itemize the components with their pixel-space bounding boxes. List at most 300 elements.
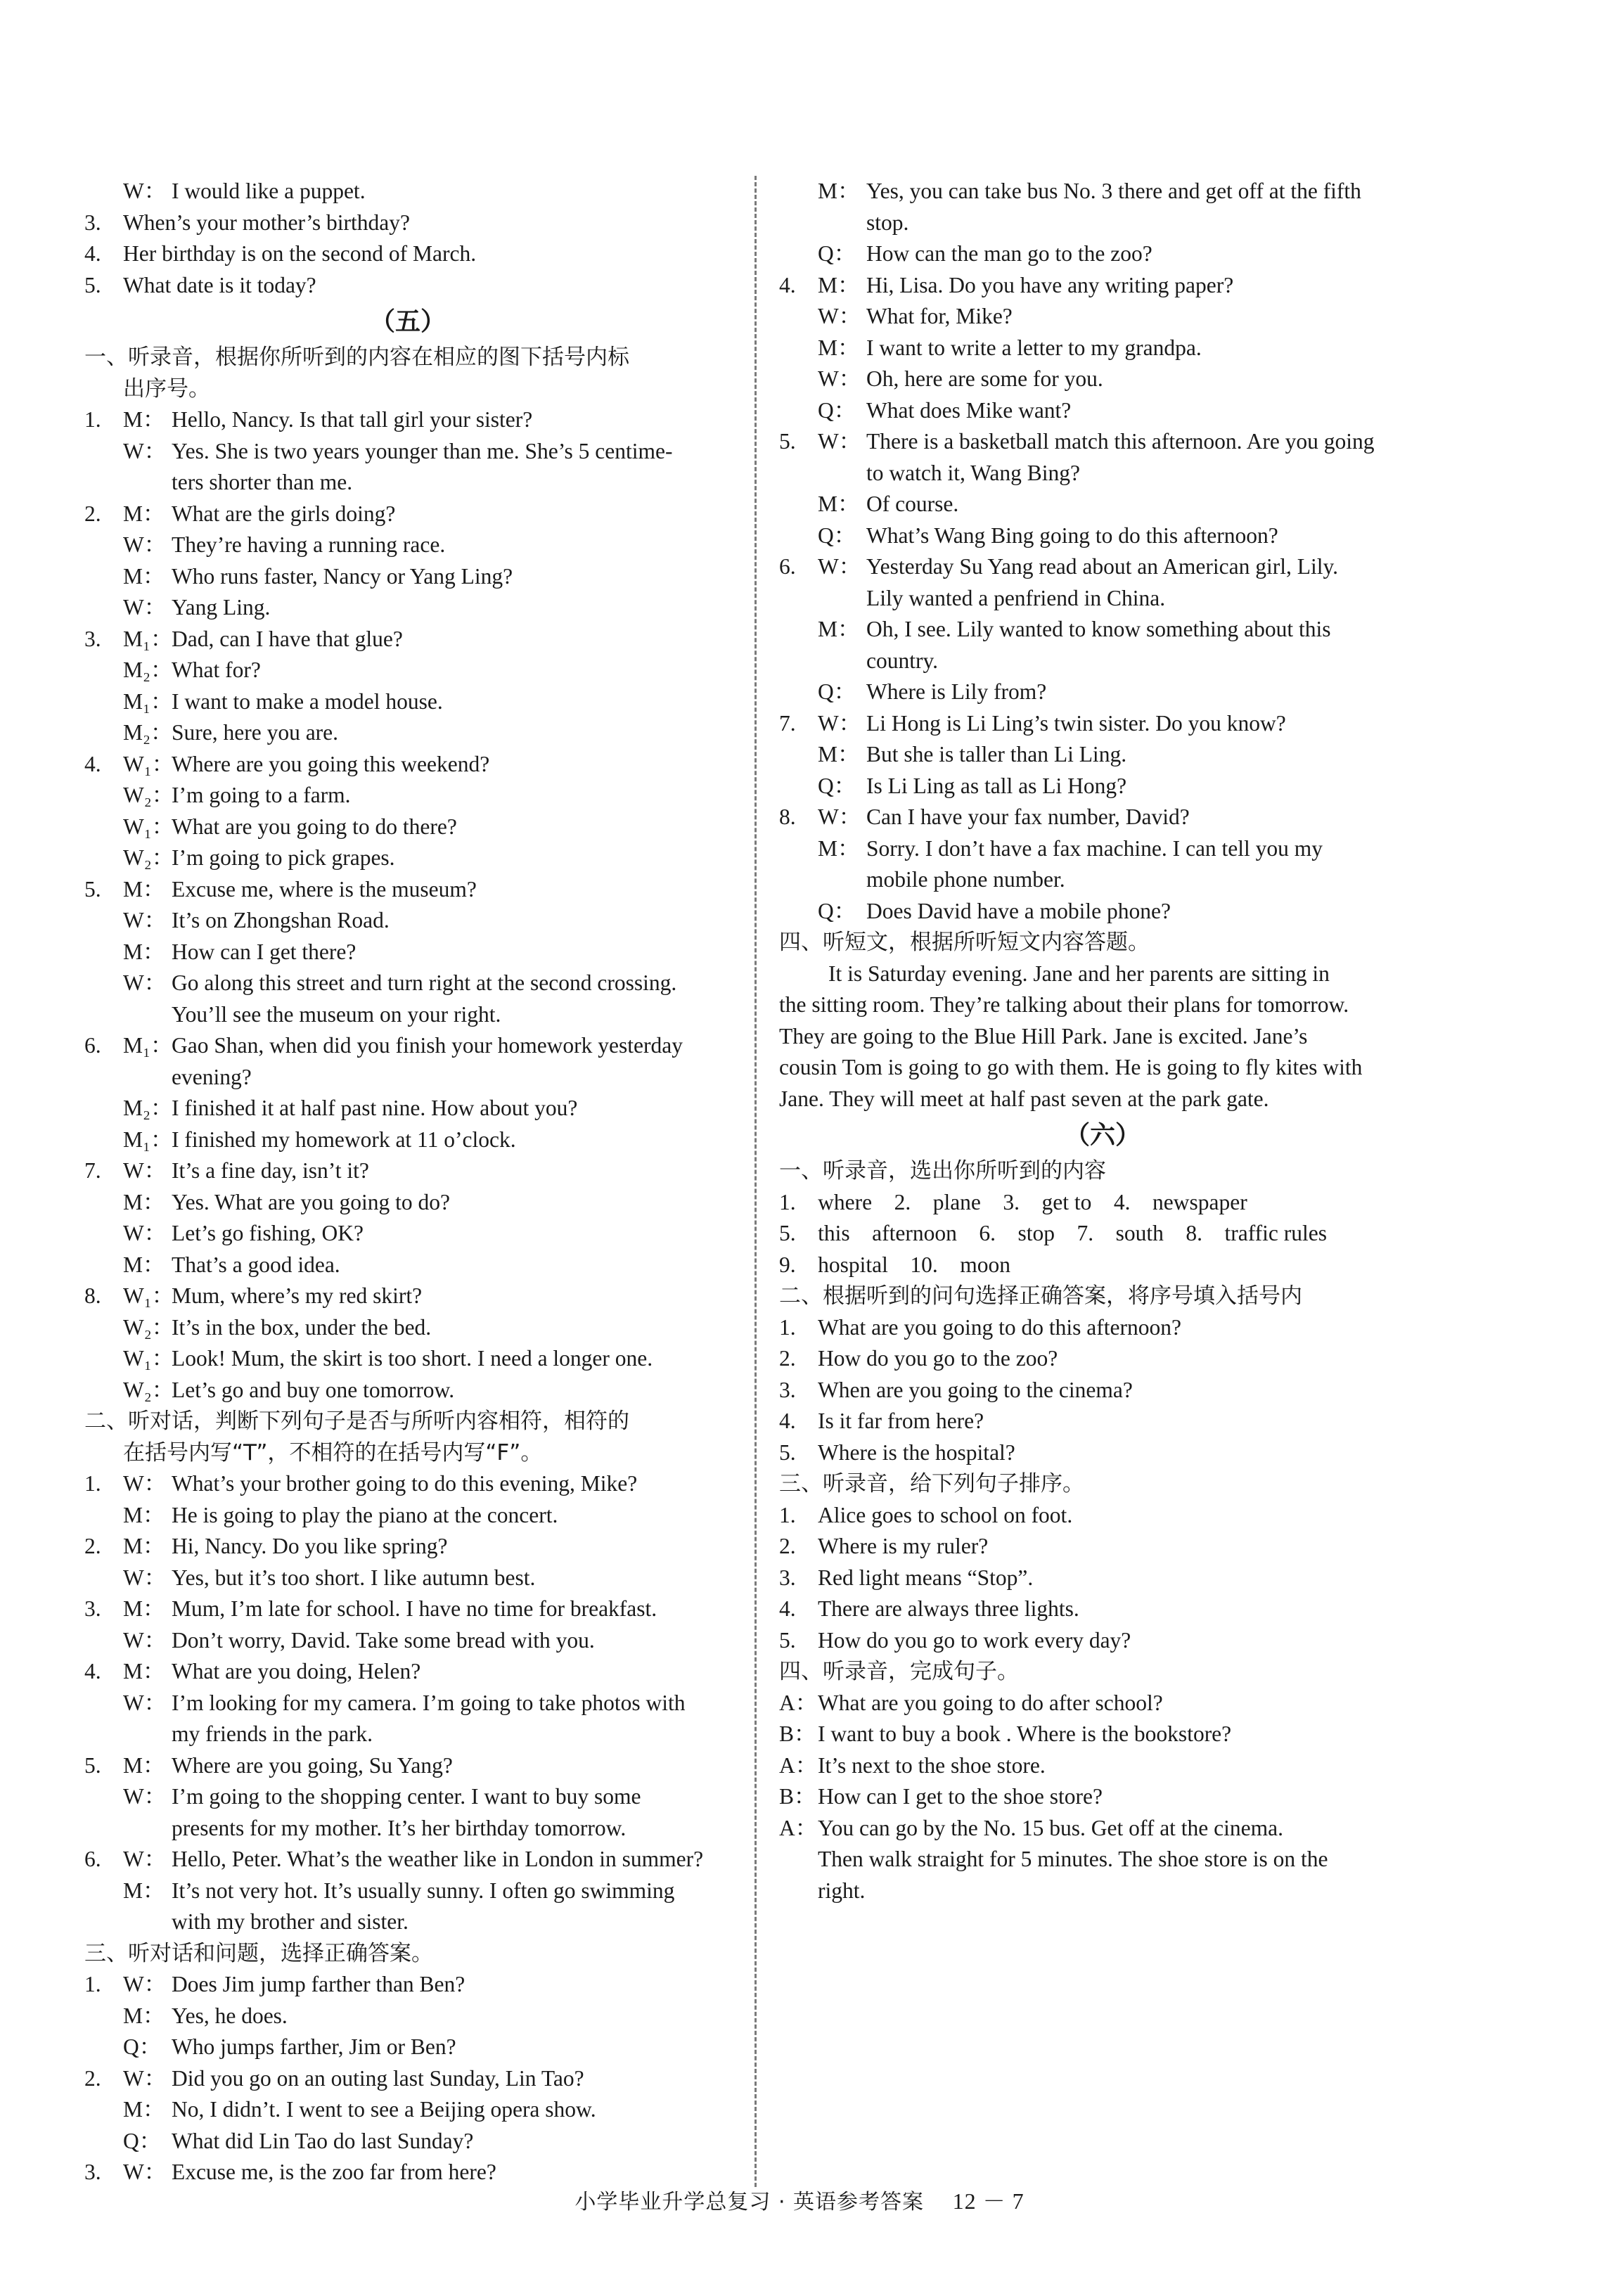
dialogue-line <box>123 1625 731 1657</box>
line-text: Does Jim jump farther than Ben? <box>172 1972 465 1996</box>
line-text: How can I get there? <box>172 939 357 964</box>
numbered-item <box>779 1343 1426 1375</box>
numbered-item <box>779 1437 1426 1469</box>
dialogue-line <box>123 812 731 843</box>
speaker-label: W₂： <box>123 783 174 807</box>
line-text: It’s a fine day, isn’t it? <box>172 1158 369 1183</box>
item-number: 4. <box>779 272 796 297</box>
line-text: I’m going to pick grapes. <box>172 845 395 870</box>
line-text: How do you go to the zoo? <box>818 1346 1058 1371</box>
dialogue-line-cont <box>172 999 731 1031</box>
line-text: Mum, I’m late for school. I have no time for breakfast. <box>172 1596 657 1621</box>
item-number: 3. <box>84 210 101 235</box>
instruction-heading <box>779 1155 1426 1187</box>
line-text: That’s a good idea. <box>172 1252 340 1277</box>
numbered-item <box>779 426 1426 458</box>
instruction-heading <box>84 342 731 373</box>
instruction-heading <box>779 927 1426 958</box>
line-text: Mum, where’s my red skirt? <box>172 1283 423 1308</box>
dialogue-line <box>123 2126 731 2157</box>
numbered-item <box>84 1468 731 1500</box>
line-text: Oh, I see. Lily wanted to know something about this <box>866 617 1331 641</box>
dialogue-line <box>818 676 1426 708</box>
item-number: 8. <box>84 1283 101 1308</box>
item-number: 2. <box>779 1534 796 1558</box>
line-text: When are you going to the cinema? <box>818 1377 1133 1402</box>
dialogue-line <box>123 592 731 624</box>
line-text: Hello, Nancy. Is that tall girl your sister? <box>172 407 533 432</box>
numbered-item <box>84 1155 731 1187</box>
speaker-label: W： <box>123 1471 167 1496</box>
line-text: 四、听短文，根据所听短文内容答题。 <box>779 930 1150 955</box>
speaker-label: M： <box>123 1596 165 1621</box>
numbered-item <box>84 1593 731 1625</box>
line-text: Look! Mum, the skirt is too short. I need a longer one. <box>172 1346 653 1371</box>
speaker-label: M： <box>123 2097 165 2122</box>
speaker-label: W： <box>123 1690 167 1715</box>
speaker-label: M₂： <box>123 658 173 682</box>
speaker-label: M： <box>123 1252 165 1277</box>
line-text: Does David have a mobile phone? <box>866 898 1171 923</box>
speaker-label: M： <box>123 876 165 902</box>
line-text: I finished it at half past nine. How about you? <box>172 1096 578 1120</box>
speaker-label: Q： <box>123 2128 162 2153</box>
line-text: Yes, he does. <box>172 2003 288 2028</box>
speaker-label: M： <box>818 179 860 203</box>
dialogue-line <box>123 176 731 207</box>
dialogue-line-cont <box>172 467 731 499</box>
line-text: 二、听对话，判断下列句子是否与所听内容相符，相符的 <box>84 1409 629 1434</box>
numbered-item <box>84 749 731 781</box>
item-number: 5. <box>779 1439 796 1465</box>
dialogue-line <box>818 238 1426 270</box>
dialogue-line <box>123 1218 731 1250</box>
line-text: Gao Shan, when did you finish your homework yesterday <box>172 1033 683 1058</box>
speaker-label: W： <box>123 1221 167 1245</box>
line-text: Yang Ling. <box>172 595 271 620</box>
line-text: I’m going to the shopping center. I want to buy some <box>172 1784 641 1809</box>
line-text: You’ll see the museum on your right. <box>172 1001 501 1027</box>
dialogue-line <box>818 395 1426 427</box>
line-text: They’re having a running race. <box>172 532 446 557</box>
line-text: What for, Mike? <box>866 304 1013 328</box>
numbered-item <box>84 1969 731 2001</box>
dialogue-line <box>123 842 731 874</box>
item-number: 3. <box>84 1596 101 1621</box>
numbered-item <box>779 1312 1426 1344</box>
numbered-item <box>84 1750 731 1782</box>
dialogue-line <box>779 1781 1426 1813</box>
line-text: right. <box>818 1878 866 1903</box>
line-text: Yes, you can take bus No. 3 there and get off at the fifth <box>866 179 1361 203</box>
dialogue-line <box>123 2001 731 2032</box>
speaker-label: M₁： <box>123 688 173 714</box>
speaker-label: W： <box>123 2160 167 2184</box>
dialogue-line <box>123 1250 731 1281</box>
line-text: Is it far from here? <box>818 1409 984 1433</box>
item-number: 1. <box>84 407 101 432</box>
line-text: Sorry. I don’t have a fax machine. I can tell you my <box>866 835 1323 861</box>
line-text: When’s your mother’s birthday? <box>123 210 410 235</box>
dialogue-line <box>818 489 1426 520</box>
dialogue-line-cont <box>866 646 1426 677</box>
paragraph-line <box>779 1084 1426 1115</box>
dialogue-line <box>123 2032 731 2063</box>
speaker-label: W： <box>123 1565 167 1590</box>
speaker-label: W： <box>818 554 861 579</box>
dialogue-line <box>123 530 731 561</box>
line-text: Hi, Nancy. Do you like spring? <box>172 1534 448 1558</box>
line-text: Dad, can I have that glue? <box>172 626 403 651</box>
dialogue-line <box>818 301 1426 333</box>
speaker-label: Q： <box>818 773 856 798</box>
instruction-heading-cont <box>123 373 731 405</box>
line-text: 5. this afternoon 6. stop 7. south 8. traffic rules <box>779 1221 1327 1245</box>
dialogue-line <box>818 333 1426 364</box>
speaker-label: W₁： <box>123 751 174 776</box>
dialogue-line <box>818 896 1426 928</box>
dialogue-line-cont <box>172 1719 731 1750</box>
numbered-item <box>84 624 731 655</box>
dialogue-line <box>123 1124 731 1156</box>
speaker-label: M₂： <box>123 720 173 745</box>
speaker-label: Q： <box>818 522 856 548</box>
numbered-item <box>779 1406 1426 1437</box>
dialogue-line <box>123 1187 731 1219</box>
line-text: Where is Lily from? <box>866 679 1047 704</box>
item-number: 3. <box>779 1565 796 1590</box>
speaker-label: M： <box>818 335 860 360</box>
speaker-label: B： <box>779 1721 816 1746</box>
speaker-label: M： <box>123 1502 165 1527</box>
speaker-label: M： <box>123 501 165 526</box>
paragraph-line <box>779 1250 1426 1281</box>
line-text: Go along this street and turn right at the second crossing. <box>172 970 677 995</box>
item-number: 5. <box>84 272 101 297</box>
numbered-item <box>84 404 731 436</box>
line-text: Excuse me, is the zoo far from here? <box>172 2160 496 2184</box>
line-text: It’s next to the shoe store. <box>818 1752 1046 1778</box>
speaker-label: W₂： <box>123 1314 174 1340</box>
line-text: How can the man go to the zoo? <box>866 241 1152 266</box>
line-text: Yes, but it’s too short. I like autumn best. <box>172 1565 536 1590</box>
speaker-label: W： <box>818 429 861 454</box>
speaker-label: M₁： <box>123 1127 173 1152</box>
dialogue-line <box>123 561 731 593</box>
dialogue-line-cont <box>818 1844 1426 1875</box>
dialogue-line <box>779 1688 1426 1719</box>
line-text: What are you going to do this afternoon? <box>818 1314 1181 1340</box>
item-number: 7. <box>84 1158 101 1183</box>
page-number: 12 － 7 <box>952 2188 1025 2214</box>
line-text: Jane. They will meet at half past seven at the park gate. <box>779 1086 1269 1111</box>
speaker-label: Q： <box>818 679 856 704</box>
line-text: stop. <box>866 210 909 235</box>
dialogue-line <box>123 1563 731 1594</box>
line-text: Where is my ruler? <box>818 1534 989 1558</box>
line-text: It’s on Zhongshan Road. <box>172 908 390 932</box>
line-text: What are you doing, Helen? <box>172 1659 421 1683</box>
dialogue-line <box>818 833 1426 865</box>
line-text: 出序号。 <box>123 376 210 402</box>
line-text: What date is it today? <box>123 272 316 297</box>
dialogue-line-cont <box>172 1813 731 1845</box>
numbered-item <box>779 802 1426 833</box>
dialogue-line <box>123 436 731 468</box>
footer-title: 小学毕业升学总复习 · 英语参考答案 <box>574 2190 925 2214</box>
speaker-label: M： <box>818 742 860 767</box>
line-text: Li Hong is Li Ling’s twin sister. Do you know? <box>866 710 1286 736</box>
dialogue-line <box>123 2094 731 2126</box>
speaker-label: W： <box>123 1784 167 1809</box>
item-number: 1. <box>779 1314 796 1340</box>
line-text: Where are you going, Su Yang? <box>172 1752 453 1778</box>
instruction-heading <box>779 1656 1426 1688</box>
speaker-label: W： <box>818 304 861 328</box>
line-text: Yes. What are you going to do? <box>172 1189 451 1214</box>
speaker-label: Q： <box>818 397 856 423</box>
line-text: Yes. She is two years younger than me. She’s 5 centime- <box>172 438 673 463</box>
speaker-label: M： <box>818 272 860 297</box>
line-text: 三、听对话和问题，选择正确答案。 <box>84 1940 433 1966</box>
numbered-item <box>84 874 731 906</box>
left-column <box>84 176 731 2188</box>
line-text: Sure, here you are. <box>172 720 339 745</box>
column-divider <box>754 176 757 2187</box>
dialogue-line <box>123 1343 731 1375</box>
line-text: Then walk straight for 5 minutes. The shoe store is on the <box>818 1847 1328 1871</box>
instruction-heading-cont <box>123 1437 731 1469</box>
line-text: It is Saturday evening. Jane and her parents are sitting in <box>828 961 1330 986</box>
line-text: cousin Tom is going to go with them. He is going to fly kites with <box>779 1055 1363 1079</box>
line-text: How do you go to work every day? <box>818 1627 1131 1653</box>
section-heading <box>84 301 731 342</box>
line-text: ters shorter than me. <box>172 470 353 494</box>
line-text: He is going to play the piano at the concert. <box>172 1502 558 1527</box>
speaker-label: M： <box>818 492 860 516</box>
line-text: Let’s go fishing, OK? <box>172 1221 364 1245</box>
speaker-label: M： <box>818 835 860 861</box>
line-text: Is Li Ling as tall as Li Hong? <box>866 773 1127 798</box>
line-text: my friends in the park. <box>172 1721 373 1746</box>
line-text: Of course. <box>866 492 959 516</box>
line-text: 一、听录音，选出你所听到的内容 <box>779 1158 1106 1184</box>
dialogue-line-cont <box>172 1906 731 1938</box>
line-text: to watch it, Wang Bing? <box>866 460 1080 485</box>
item-number: 6. <box>84 1847 101 1871</box>
line-text: Who runs faster, Nancy or Yang Ling? <box>172 563 513 589</box>
speaker-label: W： <box>818 366 861 391</box>
instruction-heading <box>84 1938 731 1970</box>
speaker-label: M： <box>123 1752 165 1778</box>
dialogue-line-cont <box>172 1062 731 1094</box>
dialogue-line <box>123 1312 731 1344</box>
dialogue-line <box>779 1719 1426 1750</box>
right-column <box>779 176 1426 1906</box>
line-text: 9. hospital 10. moon <box>779 1252 1010 1277</box>
dialogue-line-cont <box>866 458 1426 489</box>
line-text: Who jumps farther, Jim or Ben? <box>172 2034 456 2059</box>
section-heading <box>779 1115 1426 1155</box>
line-text: But she is taller than Li Ling. <box>866 742 1127 767</box>
speaker-label: A： <box>779 1815 818 1840</box>
item-number: 2. <box>779 1346 796 1371</box>
item-number: 1. <box>84 1972 101 1996</box>
dialogue-line <box>123 655 731 686</box>
line-text: I want to write a letter to my grandpa. <box>866 335 1202 360</box>
item-number: 5. <box>84 876 101 902</box>
speaker-label: Q： <box>818 241 856 266</box>
line-text: （五） <box>369 307 446 335</box>
dialogue-line-cont <box>866 583 1426 615</box>
dialogue-line <box>123 1781 731 1813</box>
speaker-label: W： <box>123 908 167 932</box>
line-text: No, I didn’t. I went to see a Beijing opera show. <box>172 2097 596 2122</box>
line-text: 1. where 2. plane 3. get to 4. newspaper <box>779 1189 1247 1214</box>
line-text: Alice goes to school on foot. <box>818 1502 1073 1527</box>
item-number: 3. <box>84 2160 101 2184</box>
line-text: with my brother and sister. <box>172 1909 409 1934</box>
numbered-item <box>84 1844 731 1875</box>
line-text: Where is the hospital? <box>818 1439 1015 1465</box>
dialogue-line <box>123 1093 731 1124</box>
line-text: Where are you going this weekend? <box>172 751 490 776</box>
page-footer <box>0 2183 1599 2216</box>
line-text: Don’t worry, David. Take some bread with you. <box>172 1627 595 1653</box>
speaker-label: W₁： <box>123 814 174 839</box>
speaker-label: M₂： <box>123 1096 173 1120</box>
paragraph-line <box>779 1218 1426 1250</box>
speaker-label: M： <box>123 939 165 964</box>
speaker-label: W： <box>818 804 861 829</box>
instruction-heading <box>779 1281 1426 1312</box>
item-number: 2. <box>84 501 101 526</box>
numbered-item <box>84 1030 731 1062</box>
dialogue-line <box>123 968 731 999</box>
speaker-label: Q： <box>818 898 856 923</box>
dialogue-line <box>818 614 1426 646</box>
speaker-label: M₁： <box>123 626 173 651</box>
line-text: evening? <box>172 1064 252 1089</box>
line-text: Her birthday is on the second of March. <box>123 241 477 266</box>
line-text: It’s in the box, under the bed. <box>172 1314 432 1340</box>
item-number: 4. <box>84 751 101 776</box>
line-text: I would like a puppet. <box>172 179 366 203</box>
numbered-item <box>84 1656 731 1688</box>
speaker-label: M： <box>123 2003 165 2028</box>
paragraph-line <box>779 958 1426 990</box>
speaker-label: W： <box>123 2065 167 2091</box>
dialogue-line <box>123 717 731 749</box>
dialogue-line <box>779 1813 1426 1845</box>
dialogue-line <box>818 771 1426 802</box>
line-text: Did you go on an outing last Sunday, Lin Tao? <box>172 2065 584 2091</box>
line-text: What does Mike want? <box>866 397 1072 423</box>
item-number: 5. <box>779 429 796 454</box>
numbered-item <box>84 1281 731 1312</box>
line-text: How can I get to the shoe store? <box>818 1784 1103 1809</box>
dialogue-line <box>779 1750 1426 1782</box>
speaker-label: W： <box>123 595 167 620</box>
numbered-item <box>779 1531 1426 1563</box>
item-number: 6. <box>84 1033 101 1058</box>
dialogue-line <box>123 905 731 937</box>
line-text: 二、根据听到的问句选择正确答案，将序号填入括号内 <box>779 1283 1302 1309</box>
numbered-item <box>84 2063 731 2095</box>
line-text: Hello, Peter. What’s the weather like in London in summer? <box>172 1847 704 1871</box>
instruction-heading <box>779 1468 1426 1500</box>
dialogue-line <box>123 1875 731 1907</box>
speaker-label: Q： <box>123 2034 162 2059</box>
line-text: They are going to the Blue Hill Park. Jane is excited. Jane’s <box>779 1023 1308 1048</box>
item-number: 5. <box>779 1627 796 1653</box>
numbered-item <box>84 1531 731 1563</box>
item-number: 1. <box>84 1471 101 1496</box>
item-number: 3. <box>779 1377 796 1402</box>
dialogue-line-cont <box>866 207 1426 239</box>
numbered-item <box>779 1625 1426 1657</box>
dialogue-line <box>818 364 1426 395</box>
speaker-label: M： <box>818 617 860 641</box>
line-text: mobile phone number. <box>866 867 1065 892</box>
speaker-label: W₁： <box>123 1283 174 1308</box>
line-text: There is a basketball match this afternoon. Are you going <box>866 429 1375 454</box>
line-text: the sitting room. They’re talking about their plans for tomorrow. <box>779 992 1349 1017</box>
speaker-label: M： <box>123 1659 165 1683</box>
line-text: Can I have your fax number, David? <box>866 804 1190 829</box>
numbered-item <box>779 1375 1426 1406</box>
item-number: 4. <box>779 1596 796 1621</box>
dialogue-line <box>818 520 1426 552</box>
line-text: What’s your brother going to do this evening, Mike? <box>172 1471 638 1496</box>
speaker-label: W₂： <box>123 1377 174 1402</box>
speaker-label: M： <box>123 1878 165 1903</box>
line-text: Excuse me, where is the museum? <box>172 876 477 902</box>
item-number: 4. <box>779 1409 796 1433</box>
item-number: 8. <box>779 804 796 829</box>
line-text: What are the girls doing? <box>172 501 396 526</box>
speaker-label: W： <box>123 1847 167 1871</box>
line-text: Oh, here are some for you. <box>866 366 1103 391</box>
numbered-item <box>779 708 1426 740</box>
line-text: Red light means “Stop”. <box>818 1565 1034 1590</box>
paragraph-line <box>779 1187 1426 1219</box>
item-number: 2. <box>84 2065 101 2091</box>
numbered-item <box>779 270 1426 302</box>
paragraph-line <box>779 1021 1426 1053</box>
numbered-item <box>779 1593 1426 1625</box>
dialogue-line <box>818 739 1426 771</box>
speaker-label: W： <box>123 179 167 203</box>
line-text: Yesterday Su Yang read about an American girl, Lily. <box>866 554 1339 579</box>
speaker-label: M： <box>123 407 165 432</box>
speaker-label: M： <box>123 563 165 589</box>
item-number: 6. <box>779 554 796 579</box>
dialogue-line <box>123 780 731 812</box>
item-number: 1. <box>779 1502 796 1527</box>
line-text: It’s not very hot. It’s usually sunny. I often go swimming <box>172 1878 675 1903</box>
line-text: You can go by the No. 15 bus. Get off at the cinema. <box>818 1815 1283 1840</box>
line-text: I’m looking for my camera. I’m going to take photos with <box>172 1690 686 1715</box>
line-text: I want to make a model house. <box>172 688 443 714</box>
item-number: 4. <box>84 241 101 266</box>
instruction-heading <box>84 1406 731 1437</box>
line-text: 在括号内写“T”，不相符的在括号内写“F”。 <box>123 1439 543 1466</box>
numbered-item <box>84 270 731 302</box>
line-text: 四、听录音，完成句子。 <box>779 1659 1019 1684</box>
dialogue-line <box>123 937 731 968</box>
dialogue-line <box>123 686 731 718</box>
